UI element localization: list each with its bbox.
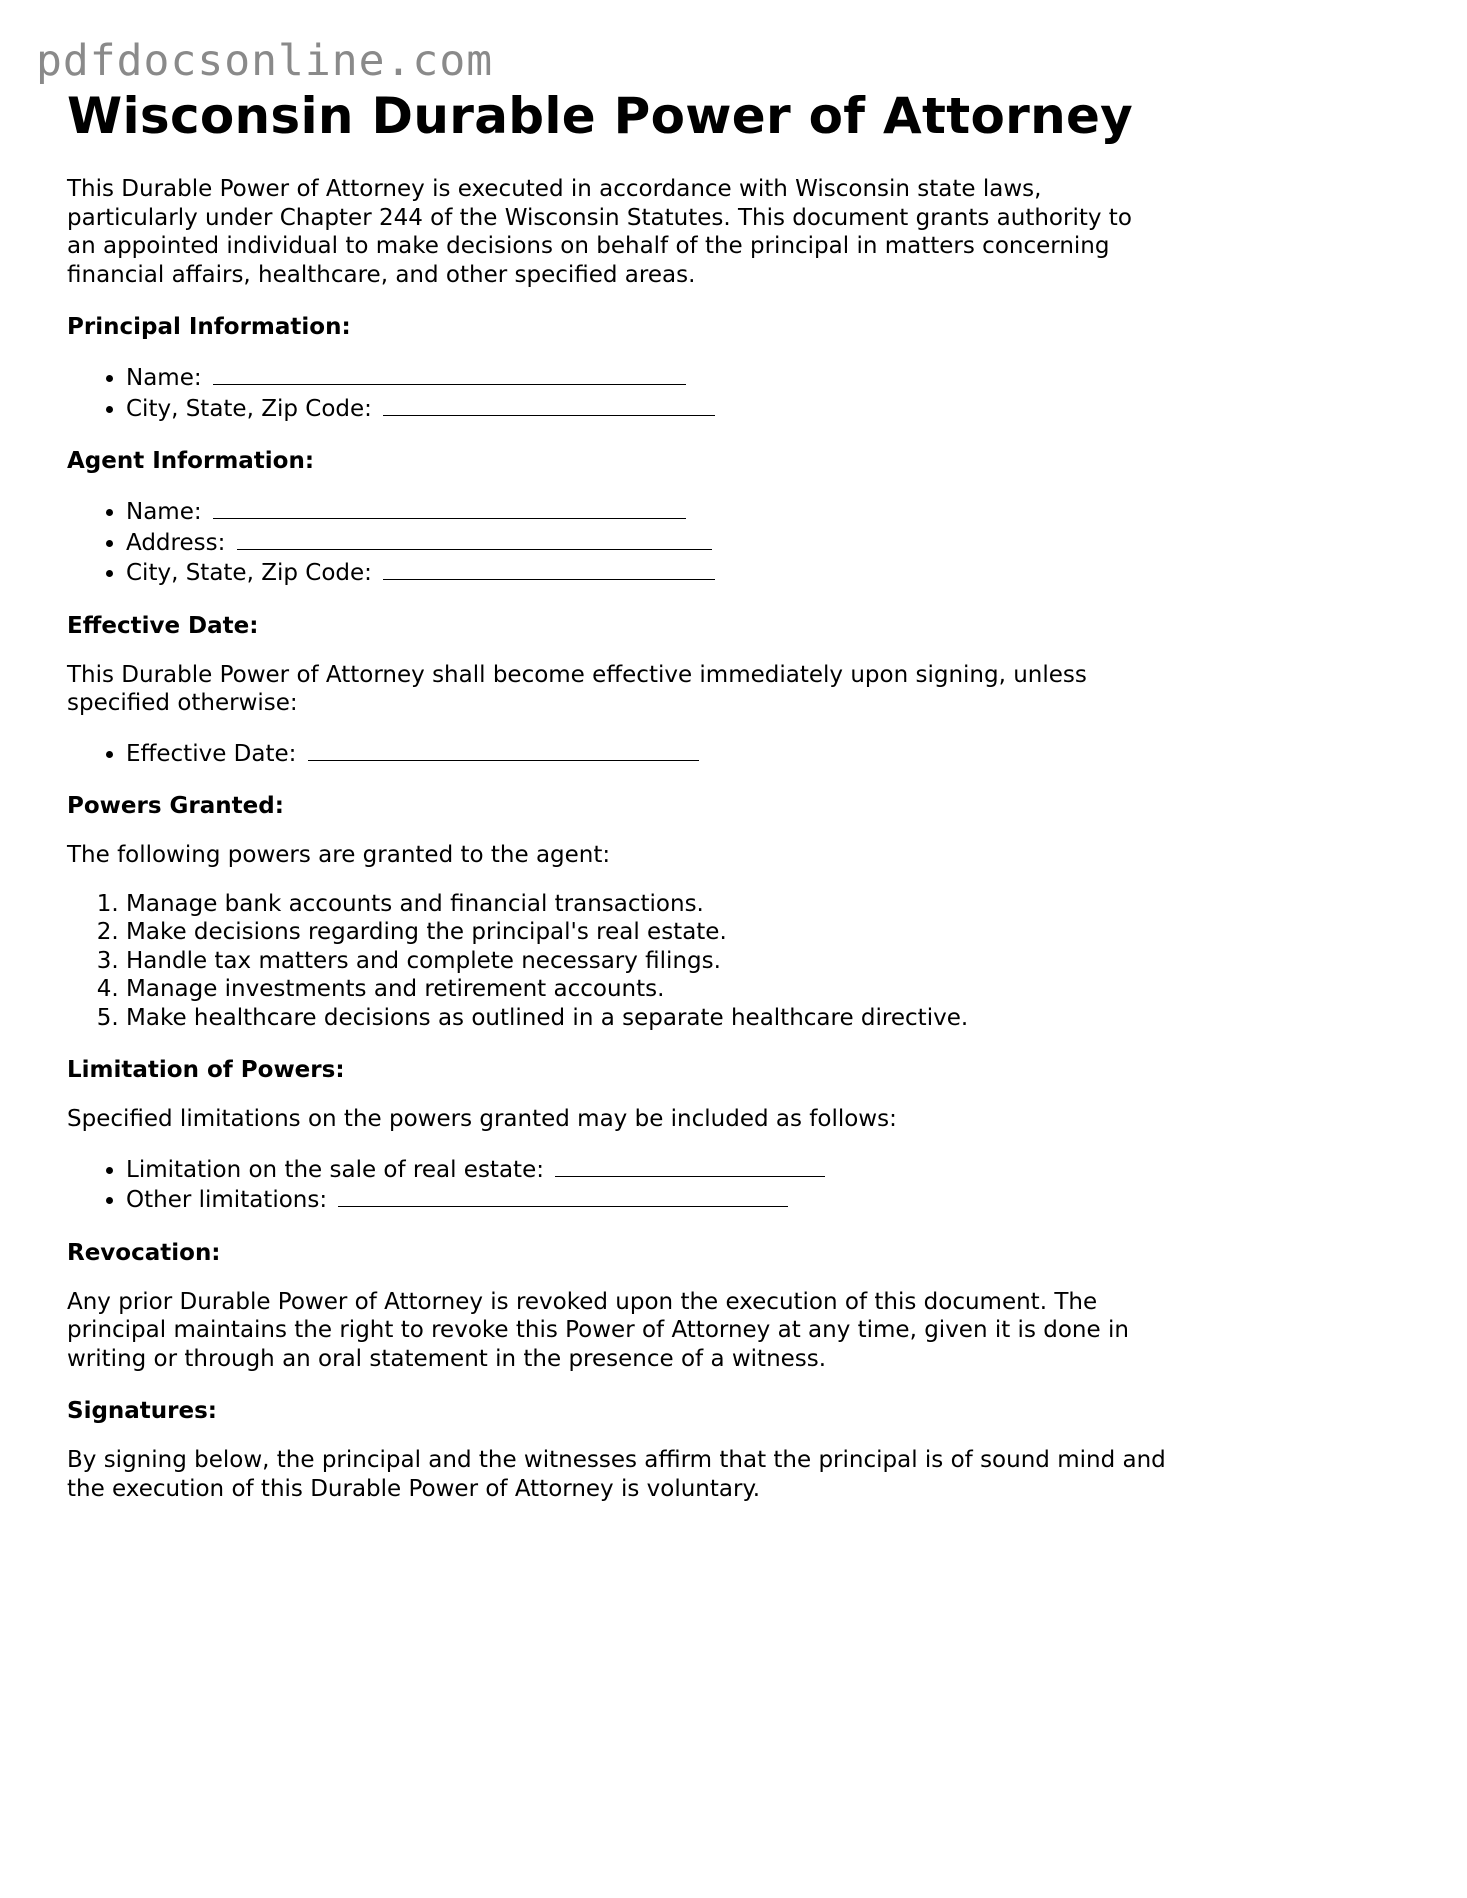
- principal-name-blank[interactable]: [213, 362, 686, 385]
- effective-fields: [67, 738, 1167, 769]
- intro-paragraph: This Durable Power of Attorney is executed in accordance with Wisconsin state laws, particularly under Chapter 244 of the Wisconsin Statutes. This document grants authority to an appointed individual to make decisions on behalf of the principal in matters concerning financial affairs, healthcare, and other specified areas.: [67, 176, 1132, 288]
- signatures-heading: Signatures:: [67, 1398, 218, 1424]
- powers-list: [67, 890, 1167, 1033]
- agent-city-blank[interactable]: [383, 557, 715, 580]
- document-page: [67, 86, 1167, 1503]
- revocation-paragraph: Any prior Durable Power of Attorney is revoked upon the execution of this document. The principal maintains the right to revoke this Power of Attorney at any time, given it is done in writing or through an oral statement in the presence of a witness.: [67, 1288, 1129, 1372]
- principal-name-field: [126, 362, 1167, 393]
- limitation-real-estate-field: [126, 1154, 1167, 1185]
- limitation-other-blank[interactable]: [338, 1184, 788, 1207]
- field-label: City, State, Zip Code:: [126, 395, 372, 422]
- powers-heading: Powers Granted:: [67, 793, 284, 819]
- power-item: 1. Manage bank accounts and financial transactions.: [126, 890, 1167, 919]
- agent-city-field: [126, 557, 1167, 588]
- power-item: 4. Manage investments and retirement accounts.: [126, 975, 1167, 1004]
- signatures-paragraph: By signing below, the principal and the witnesses affirm that the principal is of sound mind and the execution of this Durable Power of Attorney is voluntary.: [67, 1447, 1166, 1502]
- field-label: Effective Date:: [126, 740, 297, 767]
- power-item: 5. Make healthcare decisions as outlined in a separate healthcare directive.: [126, 1004, 1167, 1033]
- limitations-paragraph: Specified limitations on the powers granted may be included as follows:: [67, 1106, 897, 1132]
- power-item: 2. Make decisions regarding the principal's real estate.: [126, 918, 1167, 947]
- agent-fields: [67, 496, 1167, 588]
- revocation-heading: Revocation:: [67, 1239, 221, 1266]
- principal-heading: Principal Information:: [67, 314, 351, 340]
- principal-city-blank[interactable]: [383, 393, 715, 416]
- field-label: Name:: [126, 499, 202, 525]
- effective-heading: Effective Date:: [67, 612, 259, 639]
- agent-heading: Agent Information:: [67, 448, 315, 474]
- field-label: Limitation on the sale of real estate:: [126, 1156, 544, 1183]
- watermark: pdfdocsonline.com: [36, 36, 494, 86]
- principal-city-field: [126, 393, 1167, 424]
- effective-date-field: [126, 738, 1167, 769]
- agent-name-blank[interactable]: [213, 496, 686, 519]
- field-label: Name:: [126, 365, 202, 391]
- agent-address-blank[interactable]: [237, 527, 712, 550]
- agent-name-field: [126, 496, 1167, 527]
- limitation-other-field: [126, 1184, 1167, 1215]
- agent-address-field: [126, 527, 1167, 558]
- power-item: 3. Handle tax matters and complete necessary filings.: [126, 947, 1167, 976]
- field-label: Other limitations:: [126, 1187, 328, 1213]
- principal-fields: [67, 362, 1167, 423]
- limitations-fields: [67, 1154, 1167, 1215]
- field-label: City, State, Zip Code:: [126, 560, 372, 586]
- limitation-real-estate-blank[interactable]: [555, 1154, 825, 1177]
- effective-date-blank[interactable]: [308, 738, 699, 761]
- effective-paragraph: This Durable Power of Attorney shall become effective immediately upon signing, unless specified otherwise:: [67, 661, 1087, 716]
- powers-paragraph: The following powers are granted to the agent:: [67, 842, 611, 868]
- limitations-heading: Limitation of Powers:: [67, 1057, 345, 1083]
- document-title: Wisconsin Durable Power of Attorney: [67, 87, 1134, 145]
- field-label: Address:: [126, 529, 226, 556]
